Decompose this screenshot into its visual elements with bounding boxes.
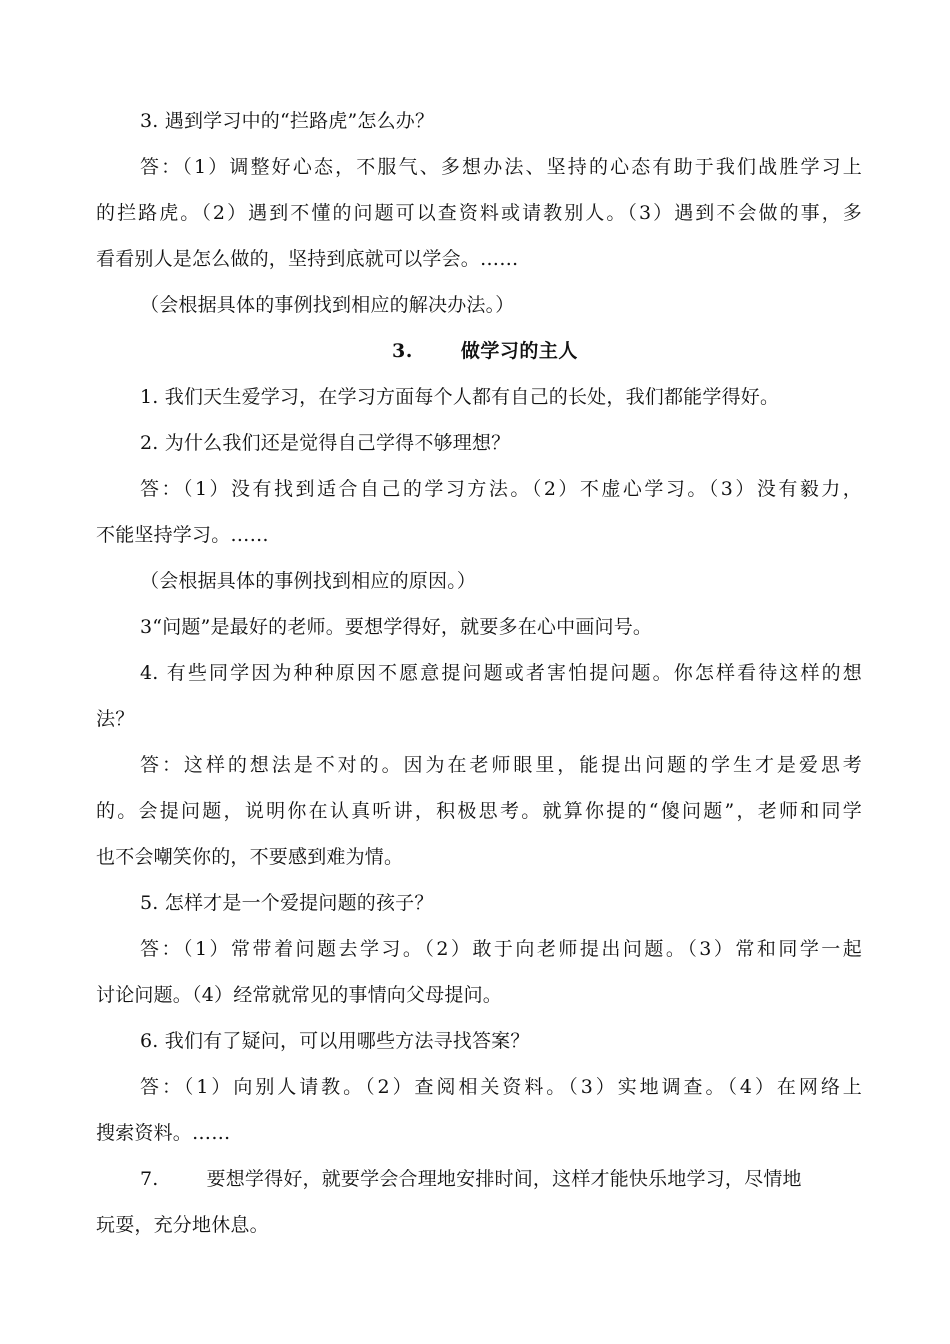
point-7-number: 7.	[140, 1168, 159, 1190]
point-7-line-2: 玩耍，充分地休息。	[96, 1214, 269, 1236]
section-title: 做学习的主人	[460, 340, 578, 362]
question-5-line: 5. 怎样才是一个爱提问题的孩子？	[140, 892, 434, 914]
section-heading	[392, 339, 578, 363]
question-2-line: 2. 为什么我们还是觉得自己学得不够理想？	[140, 432, 511, 454]
question-3-line: 3. 遇到学习中的“拦路虎”怎么办？	[140, 110, 435, 132]
answer-3-line-2: 的拦路虎。（2）遇到不懂的问题可以查资料或请教别人。（3）遇到不会做的事，多	[96, 202, 862, 224]
answer-2-line-1: 答：（1）没有找到适合自己的学习方法。（2）不虚心学习。（3）没有毅力，	[140, 478, 862, 500]
point-1-line: 1. 我们天生爱学习，在学习方面每个人都有自己的长处，我们都能学得好。	[140, 386, 780, 408]
point-3-line: 3“问题”是最好的老师。要想学得好，就要多在心中画问号。	[140, 616, 653, 638]
point-7-line-1	[140, 1167, 862, 1191]
answer-3-line-3: 看看别人是怎么做的，坚持到底就可以学会。……	[96, 248, 519, 270]
answer-3-line-1: 答：（1）调整好心态，不服气、多想办法、坚持的心态有助于我们战胜学习上	[140, 156, 862, 178]
question-4-line-1: 4. 有些同学因为种种原因不愿意提问题或者害怕提问题。你怎样看待这样的想	[140, 662, 862, 684]
answer-5-line-2: 讨论问题。（4）经常就常见的事情向父母提问。	[96, 984, 502, 1006]
answer-6-line-2: 搜索资料。……	[96, 1122, 231, 1144]
question-4-line-2: 法？	[96, 708, 135, 730]
question-6-line: 6. 我们有了疑问，可以用哪些方法寻找答案？	[140, 1030, 530, 1052]
point-7-text: 要想学得好，就要学会合理地安排时间，这样才能快乐地学习，尽情地	[206, 1168, 802, 1190]
answer-6-line-1: 答：（1）向别人请教。（2）查阅相关资料。（3）实地调查。（4）在网络上	[140, 1076, 862, 1098]
answer-5-line-1: 答：（1）常带着问题去学习。（2）敢于向老师提出问题。（3）常和同学一起	[140, 938, 862, 960]
note-line-2: （会根据具体的事例找到相应的原因。）	[140, 570, 477, 592]
answer-4-line-2: 的。会提问题，说明你在认真听讲，积极思考。就算你提的“傻问题”，老师和同学	[96, 800, 862, 822]
section-number: 3.	[392, 340, 413, 362]
note-line-1: （会根据具体的事例找到相应的解决办法。）	[140, 294, 515, 316]
answer-4-line-3: 也不会嘲笑你的，不要感到难为情。	[96, 846, 404, 868]
answer-4-line-1: 答：这样的想法是不对的。因为在老师眼里，能提出问题的学生才是爱思考	[140, 754, 862, 776]
answer-2-line-2: 不能坚持学习。……	[96, 524, 269, 546]
